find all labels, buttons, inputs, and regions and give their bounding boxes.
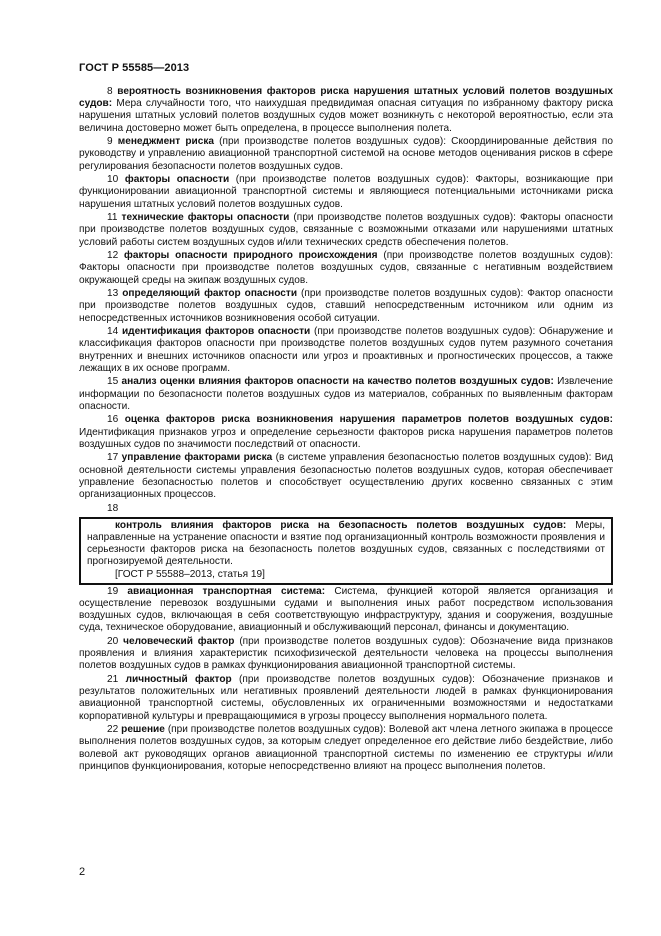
term-entry [79, 452, 613, 501]
document-body [79, 86, 613, 774]
boxed-term-definition [79, 517, 613, 585]
term-name: личностный фактор [125, 674, 232, 686]
term-name: определяющий фактор опасности [122, 288, 298, 300]
term-number: 14 [107, 326, 119, 338]
term-definition: (при производстве полетов воздушных судов): Обнаружение и классификация факторов опасности при производстве полетов воздушных судов путем разумного сочетания внутренних и внешних источников опасности или угроз и проактивных и прогностических процессов, а также лежащих в их основе программ. [79, 326, 614, 374]
term-number: 8 [107, 86, 113, 97]
term-entry [79, 674, 613, 723]
term-entry [79, 212, 613, 249]
term-number: 9 [107, 136, 113, 148]
terms-list [79, 86, 613, 501]
page-number: 2 [79, 866, 86, 878]
term-name: оценка факторов риска возникновения нарушения параметров полетов воздушных судов: [124, 414, 613, 426]
term-number: 21 [107, 674, 119, 686]
term-entry [79, 376, 613, 413]
term-number: 12 [107, 250, 119, 262]
term-name: факторы опасности [124, 174, 230, 186]
term-number: 13 [107, 288, 119, 300]
term-definition: Мера случайности того, что наихудшая предвидимая опасная ситуация по избранному фактору риска нарушения штатных условий полетов воздушных судов может возникнуть с некоторой вероятностью, если эта величина достоверно может быть определена, в процессе выполнения полета. [79, 98, 613, 134]
term-definition: Система, функцией которой является организация и осуществление перевозок воздушными судами и выполнения иных работ посредством использования воздушных судов, включающая в себя соответствующую инфраструктуру, здания и сооружения, воздушные суда, техническое оборудование, авиационный и обслуживающий персонал, финансы и документацию. [79, 585, 613, 634]
term-name: управление факторами риска [121, 452, 273, 464]
term-entry [79, 288, 613, 325]
term-entry [79, 174, 613, 211]
term-definition: (при производстве полетов воздушных судов): Фактор опасности при производстве полетов воздушных судов, ставший непосредственным источником или одним из непосредственных источников возникновения особой ситуации. [79, 288, 613, 324]
boxed-term-text [87, 520, 605, 569]
term-number: 16 [107, 414, 119, 426]
term-number: 11 [107, 212, 118, 224]
term-definition: (при производстве полетов воздушных судов): Факторы, возникающие при функционировании авиационной транспортной системы и являющиеся потенциальными источниками риска нарушения штатных условий полетов воздушных судов. [79, 174, 613, 210]
term-entry [79, 636, 613, 673]
term-definition: (при производстве полетов воздушных судов): Обозначение вида признаков проявления и влияния характеристик психофизической деятельности человека на процессы выполнения полетов воздушных судов в рамках функционирования авиационной транспортной системы. [79, 636, 613, 672]
term-entry [79, 586, 613, 635]
term-definition: (при производстве полетов воздушных судов): Волевой акт члена летного экипажа в процессе выполнения полетов воздушных судов, за которым следует определенное его действие либо бездействие, либо волевой акт руководящих органов авиационной транспортной системы по изменению ее структуры и/или принципов функционирования, которые непосредственно влияют на процесс выполнения полетов. [79, 724, 613, 772]
term-entry [79, 250, 613, 287]
term-definition: (при производстве полетов воздушных судов): Факторы опасности при производстве полетов воздушных судов, связанные с негативным воздействием окружающей среды на экипаж воздушных судов. [79, 250, 614, 286]
term-entry [79, 86, 613, 135]
term-name: менеджмент риска [117, 136, 214, 148]
term-definition: (при производстве полетов воздушных судов): Факторы опасности при производстве полетов воздушных судов, связанные с возможными отказами или нарушениями штатных условий работы систем воздушных судов и/или технических средств обеспечения полетов. [79, 212, 614, 248]
term-definition: Идентификация признаков угроз и определение серьезности факторов риска нарушения параметров полетов воздушных судов по значимости последствий от опасности. [79, 426, 613, 450]
term-number: 20 [107, 636, 119, 648]
term-name: авиационная транспортная система: [127, 585, 326, 597]
term-name: вероятность возникновения факторов риска нарушения штатных условий полетов воздушных судов: [79, 86, 613, 110]
term-entry [79, 724, 613, 773]
document-header: ГОСТ Р 55585—2013 [79, 62, 190, 74]
term-number: 17 [107, 452, 119, 464]
term-number: 19 [107, 585, 119, 597]
term-definition: Извлечение информации по безопасности полетов воздушных судов из материалов, собранных по выявленным факторам опасности. [79, 376, 613, 412]
boxed-term-source: [ГОСТ Р 55588–2013, статья 19] [115, 568, 265, 580]
term-name: человеческий фактор [123, 636, 235, 648]
boxed-term-number: 18 [107, 502, 119, 514]
term-entry [79, 414, 613, 451]
term-number: 22 [107, 724, 119, 736]
terms-list [79, 586, 613, 773]
term-name: факторы опасности природного происхождения [124, 250, 378, 262]
term-definition: (при производстве полетов воздушных судов): Обозначение признаков и результатов положительных или негативных проявлений деятельности людей в рамках функционирования авиационной транспортной системы, обусловленных их ограниченными возможностями и недостатками корпоративной культуры и превращающимися в угрозы процессу выполнения нормального полета. [79, 674, 614, 722]
boxed-term-def: Меры, направленные на устранение опасности и взятие под организационный контроль возможности проявления и серьезности факторов риска на безопасность полетов воздушных судов, связанных с последствиями от прогнозируемой деятельности. [87, 519, 605, 568]
term-name: идентификация факторов опасности [121, 326, 311, 338]
term-number: 15 [107, 376, 119, 388]
term-definition: (в системе управления безопасностью полетов воздушных судов): Вид основной деятельности системы управления безопасностью полетов воздушных судов, которая обеспечивает управление безопасностью полетов и способствует осуществлению других косвенно связанных с этим организационных процессов. [79, 452, 613, 501]
term-entry [79, 136, 613, 173]
boxed-term-name: контроль влияния факторов риска на безопасность полетов воздушных судов: [115, 519, 567, 531]
term-number: 10 [107, 174, 119, 186]
term-entry [79, 326, 613, 375]
term-definition: (при производстве полетов воздушных судов): Скоординированные действия по руководству и управлению авиационной транспортной системой на основе методов оценивания рисков в сфере регулирования безопасности полетов воздушных судов. [79, 136, 614, 172]
term-name: анализ оценки влияния факторов опасности на качество полетов воздушных судов: [121, 376, 554, 388]
term-name: решение [121, 724, 165, 736]
term-name: технические факторы опасности [121, 212, 290, 224]
